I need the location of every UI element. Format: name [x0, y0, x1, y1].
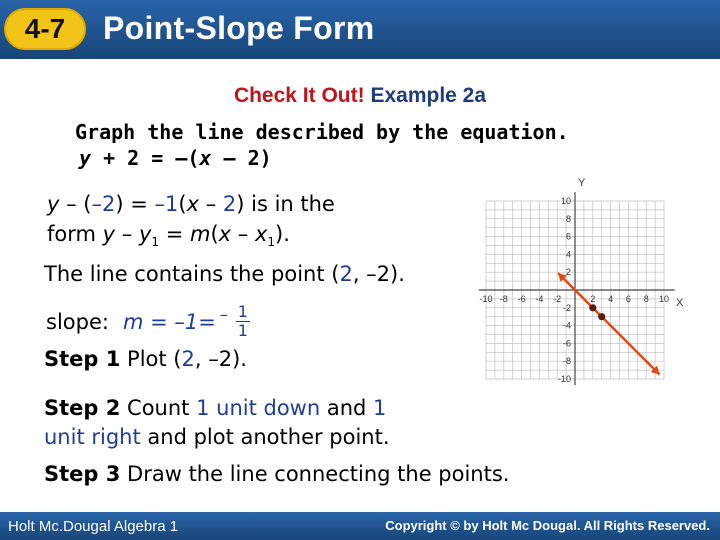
header-bar	[0, 0, 720, 59]
point-statement	[44, 262, 405, 286]
step-3-text: Draw the line connecting the points.	[120, 462, 510, 486]
slope-numerator: 1	[237, 302, 248, 321]
eq-mid: + 2 = –(	[91, 146, 200, 170]
footer-copyright: Copyright © by Holt Mc Dougal. All Rights Reserved.	[385, 518, 710, 533]
x-axis-label: X	[676, 297, 684, 309]
x-tick-label: 6	[625, 294, 631, 304]
step-1	[44, 347, 247, 371]
t1-x: x	[186, 192, 200, 216]
t2-p13: ).	[275, 222, 290, 246]
t2-m: m	[189, 222, 211, 246]
t1-p10: ) is in the	[236, 192, 335, 216]
step-2-t4: 1	[373, 396, 387, 420]
y-axis-label: Y	[578, 177, 586, 189]
slope-denominator: 1	[237, 321, 248, 340]
t1-neg1: –1	[154, 192, 179, 216]
step-2-t2: 1 unit down	[196, 396, 321, 420]
graph-line	[558, 273, 659, 374]
t1-neg2: –2	[91, 192, 116, 216]
slope-line	[46, 303, 250, 340]
slope-label: slope:	[46, 309, 109, 334]
step-2-label: Step 2	[44, 396, 121, 420]
t2-sub2: 1	[267, 235, 276, 250]
equation	[79, 146, 272, 170]
slope-frac-neg: –	[219, 305, 228, 324]
t2-p8: (	[210, 222, 219, 246]
step-2-t1: Count	[120, 396, 197, 420]
t1-p4: ) =	[115, 192, 155, 216]
lesson-badge: 4-7	[4, 8, 86, 50]
x-tick-label: 2	[590, 294, 596, 304]
step-1-text-a: Plot (	[120, 347, 182, 371]
step-1-x: 2	[181, 347, 195, 371]
t2-x1: x	[254, 222, 268, 246]
y-tick-label: 10	[560, 196, 571, 206]
eq-x: x	[199, 146, 212, 170]
y-tick-label: -2	[562, 302, 571, 313]
t1-p8: –	[199, 192, 223, 216]
step-2-line-2	[44, 425, 390, 449]
step-1-label: Step 1	[44, 347, 121, 371]
t1-p6: (	[178, 192, 187, 216]
t2-y1: y	[138, 222, 152, 246]
y-tick-label: 6	[565, 231, 571, 242]
step-1-text-b: , –2).	[194, 347, 247, 371]
x-tick-label: 8	[643, 294, 649, 304]
axes	[479, 192, 675, 385]
eq-y: y	[79, 146, 92, 170]
step-3	[44, 462, 509, 486]
t2-p3: –	[115, 222, 139, 246]
x-tick-label: 10	[658, 294, 670, 304]
y-tick-label: -10	[557, 374, 571, 384]
step-3-label: Step 3	[44, 462, 121, 486]
x-tick-label: -4	[535, 294, 544, 304]
step-2-t5: unit right	[44, 425, 141, 449]
t3-two: 2	[339, 262, 353, 286]
y-tick-label: -8	[562, 356, 571, 367]
example-label: Example 2a	[370, 84, 487, 107]
step-2-t3: and	[320, 396, 374, 420]
y-tick-label: -6	[562, 338, 571, 349]
slope-value: m = –1=	[122, 309, 216, 334]
t1-two: 2	[222, 192, 237, 216]
eq-end: – 2)	[211, 146, 272, 170]
plotted-point	[589, 304, 596, 311]
t2-p10: –	[231, 222, 255, 246]
instruction-text: Graph the line described by the equation.	[75, 120, 569, 144]
x-tick-label: -8	[499, 294, 508, 304]
y-tick-label: -4	[562, 320, 571, 331]
x-tick-label: -2	[553, 294, 562, 304]
point-slope-line-2	[47, 222, 290, 249]
t2-y: y	[102, 222, 116, 246]
t2-p6: =	[159, 222, 190, 246]
footer-publisher: Holt Mc.Dougal Algebra 1	[8, 518, 179, 535]
t3-p1: The line contains the point (	[44, 262, 340, 286]
t3-p3: , –2).	[352, 262, 405, 286]
point-slope-line-1	[47, 192, 335, 216]
y-tick-label: 4	[565, 249, 571, 260]
y-tick-label: 8	[565, 213, 571, 224]
t2-x: x	[218, 222, 232, 246]
page-title: Point-Slope Form	[103, 10, 375, 46]
t1-y: y	[47, 192, 60, 216]
step-2-t6: and plot another point.	[140, 425, 390, 449]
footer-bar	[0, 512, 720, 540]
slope-fraction	[236, 303, 250, 340]
x-tick-label: -10	[479, 294, 493, 304]
x-tick-label: 4	[608, 294, 614, 304]
coordinate-graph	[470, 170, 700, 385]
example-heading	[0, 84, 720, 108]
t1-p2: – (	[59, 192, 92, 216]
check-it-out-label: Check It Out!	[233, 84, 365, 107]
y-tick-label: 2	[565, 267, 571, 278]
x-tick-label: -6	[517, 294, 526, 304]
t2-sub1: 1	[151, 235, 160, 250]
plotted-point	[598, 313, 605, 320]
plot-layer	[558, 273, 659, 374]
t2-p1: form	[47, 222, 103, 246]
step-2-line-1	[44, 396, 386, 420]
